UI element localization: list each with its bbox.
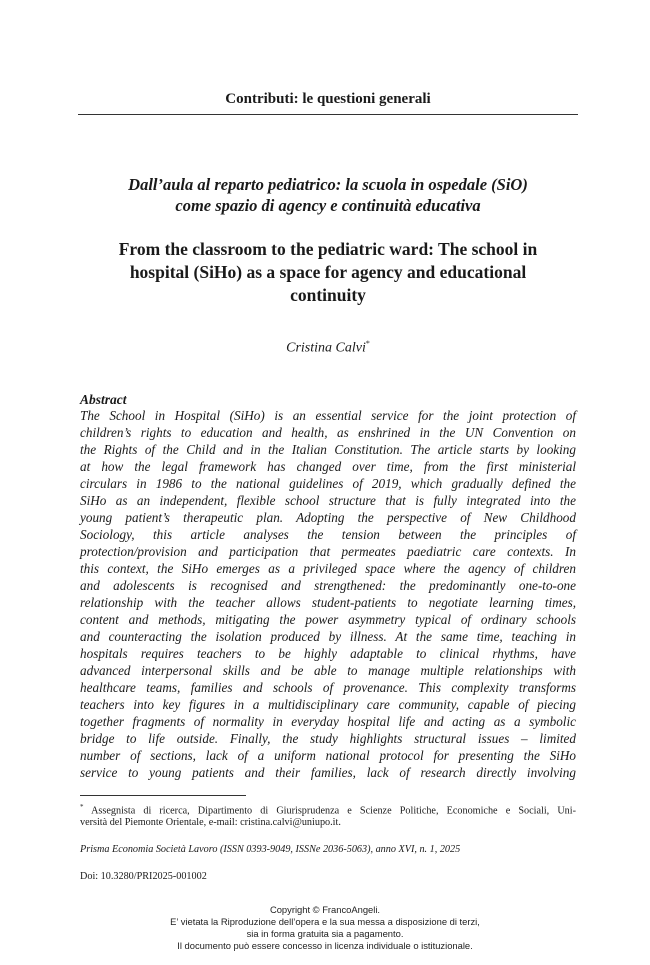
- english-title-line: continuity: [290, 285, 366, 305]
- header-rule: [78, 114, 578, 115]
- copyright-line: sia in forma gratuita sia a pagamento.: [246, 928, 404, 939]
- abstract-line: The School in Hospital (SiHo) is an essential service for the joint protection of: [80, 408, 576, 423]
- abstract-heading: Abstract: [80, 392, 127, 407]
- abstract-line: protection/provision and participation that permeates paediatric care contexts. In: [80, 544, 576, 559]
- abstract-line: service to young patients and their families, lack of research directly involving: [80, 765, 576, 780]
- abstract-line: circulars in 1986 to the national guidelines of 2019, which gradually defined the: [80, 476, 576, 491]
- copyright-line: Il documento può essere concesso in licenza individuale o istituzionale.: [177, 940, 473, 951]
- abstract-line: and adolescents is recognised and strengthened: the predominantly one-to-one: [80, 578, 576, 593]
- abstract-line: healthcare teams, families and schools of provenance. This complexity transforms: [80, 680, 576, 695]
- english-title-line: From the classroom to the pediatric ward: The school in: [118, 239, 538, 259]
- abstract-line: at how the legal framework has changed over time, from the first ministerial: [80, 459, 576, 474]
- author-name: Cristina Calvi: [286, 340, 366, 356]
- italian-title: [78, 174, 578, 216]
- footnote-mark: *: [80, 803, 84, 811]
- english-title-line: hospital (SiHo) as a space for agency and educational: [129, 262, 527, 282]
- footnote-line: [80, 800, 576, 815]
- doi: Doi: 10.3280/PRI2025-001002: [80, 871, 207, 882]
- author-footnote-mark: *: [365, 339, 370, 348]
- abstract-line: and counteracting the isolation produced by illness. At the same time, teaching in: [80, 629, 576, 644]
- abstract-line: number of sections, lack of a uniform national protocol for presenting the SiHo: [80, 748, 576, 763]
- abstract-line: bridge to life outside. Finally, the study highlights structural issues – limited: [80, 731, 576, 746]
- abstract-line: content and methods, mitigating the power asymmetry typical of ordinary schools: [80, 612, 576, 627]
- abstract-line: teachers into key figures in a multidisciplinary care community, capable of piecing: [80, 697, 576, 712]
- abstract-line: this context, the SiHo emerges as a privileged space where the agency of children: [80, 561, 576, 576]
- footnote-line: versità del Piemonte Orientale, e-mail: cristina.calvi@uniupo.it.: [80, 817, 341, 828]
- footnote-text: Assegnista di ricerca, Dipartimento di Giurisprudenza e Scienze Politiche, Economiche e Sociali, Uni-: [91, 805, 577, 817]
- abstract-line: advanced interpersonal skills and be able to manage multiple relationships with: [80, 663, 576, 678]
- author-footnote: [80, 800, 576, 830]
- author-byline: [78, 339, 578, 357]
- abstract-body: [80, 407, 576, 781]
- italian-title-line: Dall’aula al reparto pediatrico: la scuola in ospedale (SiO): [128, 175, 528, 194]
- abstract-line: young patient’s therapeutic plan. Adopting the perspective of New Childhood: [80, 510, 576, 525]
- copyright-notice: [100, 904, 550, 952]
- abstract-line: hospitals requires teachers to be highly adaptable to clinical rhythms, have: [80, 646, 576, 661]
- journal-reference: Prisma Economia Società Lavoro (ISSN 0393-9049, ISSNe 2036-5063), anno XVI, n. 1, 2025: [80, 844, 461, 855]
- abstract-line: relationship with the teacher allows student-patients to negotiate learning times,: [80, 595, 576, 610]
- copyright-line: E’ vietata la Riproduzione dell’opera e la sua messa a disposizione di terzi,: [170, 916, 480, 927]
- italian-title-line: come spazio di agency e continuità educativa: [175, 196, 481, 215]
- abstract-line: the Rights of the Child and in the Italian Constitution. The article starts by looking: [80, 442, 576, 457]
- running-head: Contributi: le questioni generali: [225, 91, 431, 107]
- abstract-line: Sociology, this article analyses the tension between the principles of: [80, 527, 576, 542]
- footnote-rule: [80, 795, 246, 796]
- copyright-line: Copyright © FrancoAngeli.: [269, 904, 381, 915]
- abstract-line: children’s rights to education and health, as enshrined in the UN Convention on: [80, 425, 576, 440]
- abstract-line: SiHo as an independent, flexible school structure that is fully integrated into the: [80, 493, 576, 508]
- english-title: [78, 238, 578, 307]
- abstract-line: together fragments of normality in everyday hospital life and acting as a symbolic: [80, 714, 576, 729]
